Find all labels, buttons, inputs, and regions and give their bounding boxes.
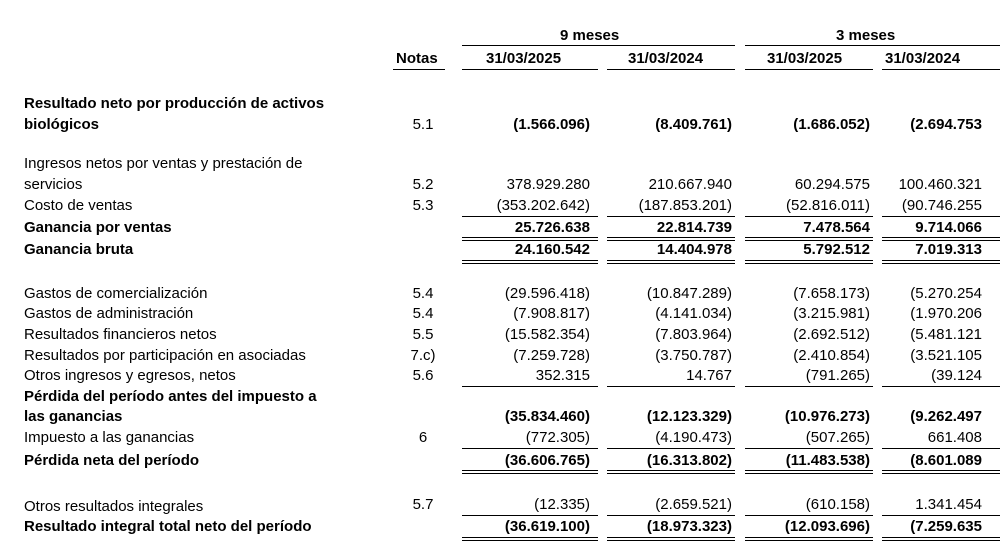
row-label-cont: servicios (24, 176, 83, 193)
value-9m-2024: (16.313.802) (646, 452, 732, 469)
value-9m-2025: 24.160.542 (514, 241, 590, 258)
value-9m-2025: (353.202.642) (496, 197, 590, 214)
subtotal-rule (882, 448, 1000, 449)
value-3m-2025: (10.976.273) (784, 408, 870, 425)
value-3m-2025: (12.093.696) (784, 518, 870, 535)
value-3m-2025: (610.158) (805, 496, 870, 513)
total-rule (745, 260, 873, 264)
col-header-3m-2025: 31/03/2025 (767, 50, 843, 67)
value-3m-2025: (1.686.052) (793, 116, 870, 133)
value-9m-2025: 378.929.280 (506, 176, 590, 193)
row-note: 5.5 (412, 326, 434, 343)
row-note: 5.7 (412, 496, 434, 513)
value-9m-2024: (187.853.201) (638, 197, 732, 214)
total-rule (745, 470, 873, 474)
value-9m-2025: (7.259.728) (513, 347, 590, 364)
value-3m-2024: (3.521.105 (910, 347, 982, 364)
total-rule (462, 537, 598, 541)
subtotal-rule (462, 216, 598, 217)
value-3m-2024: (90.746.255 (901, 197, 982, 214)
subtotal-rule (607, 448, 735, 449)
value-9m-2025: (29.596.418) (504, 285, 590, 302)
row-note: 5.4 (412, 305, 434, 322)
group-3-meses: 3 meses (836, 27, 896, 44)
row-label: Ganancia por ventas (24, 219, 172, 236)
value-3m-2024: (8.601.089 (910, 452, 982, 469)
row-label: Pérdida neta del período (24, 452, 200, 469)
row-note: 5.2 (412, 176, 434, 193)
notas-header: Notas (396, 50, 438, 67)
subtotal-rule (745, 448, 873, 449)
value-9m-2025: (35.834.460) (504, 408, 590, 425)
value-9m-2024: 14.767 (686, 367, 732, 384)
total-rule (462, 260, 598, 264)
col-rule-1 (462, 69, 598, 70)
col-header-9m-2024: 31/03/2024 (628, 50, 704, 67)
value-3m-2025: (7.658.173) (793, 285, 870, 302)
total-rule (882, 537, 1000, 541)
subtotal-rule (607, 216, 735, 217)
group-9-rule (462, 45, 735, 46)
row-label: Resultados por participación en asociadas (24, 347, 306, 364)
value-3m-2024: (1.970.206 (910, 305, 982, 322)
value-9m-2024: (12.123.329) (646, 408, 732, 425)
value-9m-2025: 352.315 (535, 367, 590, 384)
value-9m-2024: (10.847.289) (646, 285, 732, 302)
col-rule-4 (882, 69, 1000, 70)
row-label: Resultado neto por producción de activos (24, 95, 325, 112)
total-rule (745, 537, 873, 541)
row-label: Resultados financieros netos (24, 326, 217, 343)
row-label: Costo de ventas (24, 197, 133, 214)
value-9m-2025: 25.726.638 (514, 219, 590, 236)
row-label: Otros ingresos y egresos, netos (24, 367, 236, 384)
total-rule (607, 470, 735, 474)
value-3m-2025: (3.215.981) (793, 305, 870, 322)
value-9m-2025: (15.582.354) (504, 326, 590, 343)
value-3m-2024: (5.270.254 (910, 285, 982, 302)
subtotal-rule (607, 386, 735, 387)
total-rule (607, 260, 735, 264)
row-note: 6 (418, 429, 428, 446)
total-rule (882, 260, 1000, 264)
subtotal-rule (745, 216, 873, 217)
row-label: Impuesto a las ganancias (24, 429, 195, 446)
group-9-meses: 9 meses (560, 27, 620, 44)
row-label: Ganancia bruta (24, 241, 134, 258)
group-3-rule (745, 45, 1000, 46)
value-9m-2024: (3.750.787) (655, 347, 732, 364)
row-note: 5.3 (412, 197, 434, 214)
value-9m-2024: (8.409.761) (655, 116, 732, 133)
row-label: Pérdida del período antes del impuesto a (24, 388, 317, 405)
value-3m-2024: (9.262.497 (910, 408, 982, 425)
value-3m-2024: (5.481.121 (910, 326, 982, 343)
value-3m-2024: 9.714.066 (915, 219, 982, 236)
value-9m-2024: 210.667.940 (648, 176, 732, 193)
row-label: Otros resultados integrales (24, 498, 204, 515)
total-rule (462, 470, 598, 474)
value-9m-2024: (7.803.964) (655, 326, 732, 343)
value-3m-2024: 100.460.321 (898, 176, 982, 193)
value-3m-2025: (2.692.512) (793, 326, 870, 343)
total-rule (882, 470, 1000, 474)
value-3m-2025: (507.265) (805, 429, 870, 446)
subtotal-rule (607, 515, 735, 516)
value-3m-2025: (52.816.011) (786, 197, 870, 214)
value-3m-2025: 7.478.564 (803, 219, 870, 236)
row-label: Gastos de comercialización (24, 285, 208, 302)
value-3m-2025: 60.294.575 (794, 176, 870, 193)
value-9m-2024: 14.404.978 (656, 241, 732, 258)
value-3m-2025: (2.410.854) (793, 347, 870, 364)
col-rule-2 (607, 69, 735, 70)
value-3m-2025: (11.483.538) (785, 452, 870, 469)
row-label: Resultado integral total neto del período (24, 518, 312, 535)
value-9m-2025: (7.908.817) (513, 305, 590, 322)
value-3m-2024: (39.124 (931, 367, 982, 384)
value-9m-2024: (18.973.323) (646, 518, 732, 535)
subtotal-rule (882, 216, 1000, 217)
total-rule (607, 537, 735, 541)
subtotal-rule (462, 448, 598, 449)
row-note: 5.6 (412, 367, 434, 384)
row-note: 5.4 (412, 285, 434, 302)
value-9m-2025: (36.606.765) (504, 452, 590, 469)
row-label-cont: biológicos (24, 116, 99, 133)
notas-header-rule (393, 69, 445, 70)
row-note: 7.c) (410, 347, 436, 364)
value-3m-2024: (2.694.753 (910, 116, 982, 133)
subtotal-rule (745, 386, 873, 387)
value-3m-2024: 1.341.454 (915, 496, 982, 513)
value-9m-2024: (4.190.473) (655, 429, 732, 446)
value-3m-2024: 661.408 (927, 429, 982, 446)
row-label: Ingresos netos por ventas y prestación de (24, 155, 303, 172)
row-label: Gastos de administración (24, 305, 194, 322)
value-9m-2024: 22.814.739 (656, 219, 732, 236)
value-3m-2024: (7.259.635 (910, 518, 982, 535)
subtotal-rule (882, 515, 1000, 516)
subtotal-rule (745, 515, 873, 516)
value-9m-2025: (772.305) (525, 429, 590, 446)
subtotal-rule (882, 386, 1000, 387)
subtotal-rule (462, 515, 598, 516)
value-9m-2024: (4.141.034) (655, 305, 732, 322)
value-9m-2025: (1.566.096) (513, 116, 590, 133)
col-rule-3 (745, 69, 873, 70)
value-9m-2025: (36.619.100) (504, 518, 590, 535)
row-note: 5.1 (412, 116, 434, 133)
subtotal-rule (462, 386, 598, 387)
value-9m-2024: (2.659.521) (655, 496, 732, 513)
value-3m-2024: 7.019.313 (915, 241, 982, 258)
value-3m-2025: (791.265) (805, 367, 870, 384)
row-label-cont: las ganancias (24, 408, 123, 425)
value-9m-2025: (12.335) (534, 496, 590, 513)
col-header-3m-2024: 31/03/2024 (885, 50, 961, 67)
value-3m-2025: 5.792.512 (803, 241, 870, 258)
col-header-9m-2025: 31/03/2025 (486, 50, 562, 67)
